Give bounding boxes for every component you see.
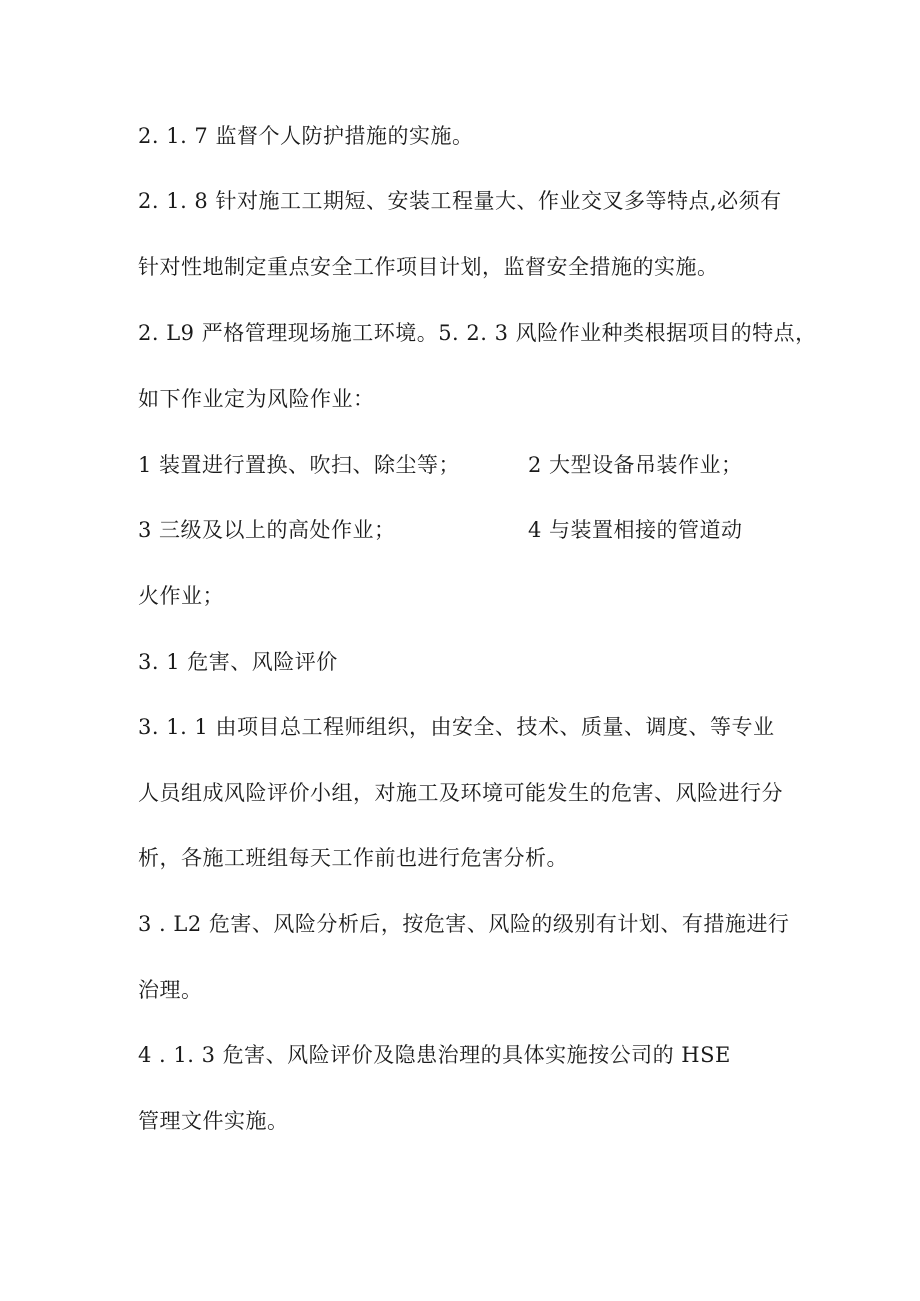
risk-item-4: 4 与装置相接的管道动 (528, 518, 743, 542)
clause-2-1-8: 2. 1. 8 针对施工工期短、安装工程量大、作业交叉多等特点,必须有 (138, 189, 782, 213)
clause-3-1-2-cont: 治理。 (138, 978, 203, 1002)
risk-item-3: 3 三级及以上的高处作业； (138, 518, 396, 542)
clause-3-1-1-cont: 人员组成风险评价小组，对施工及环境可能发生的危害、风险进行分 (138, 781, 783, 805)
clause-3-1-1: 3. 1. 1 由项目总工程师组织，由安全、技术、质量、调度、等专业 (138, 715, 775, 739)
clause-2-1-8-cont: 针对性地制定重点安全工作项目计划，监督安全措施的实施。 (138, 255, 719, 279)
section-3-1-heading: 3. 1 危害、风险评价 (138, 650, 338, 674)
clause-3-1-1-end: 析，各施工班组每天工作前也进行危害分析。 (138, 846, 568, 870)
clause-2-1-9: 2. L9 严格管理现场施工环境。5. 2. 3 风险作业种类根据项目的特点， (138, 321, 817, 345)
risk-item-4-cont: 火作业； (138, 584, 224, 608)
risk-intro: 如下作业定为风险作业： (138, 387, 375, 411)
clause-4-1-3: 4 . 1. 3 危害、风险评价及隐患治理的具体实施按公司的 HSE (138, 1043, 731, 1067)
risk-item-1: 1 装置进行置换、吹扫、除尘等； (138, 453, 461, 477)
risk-item-2: 2 大型设备吊装作业； (528, 453, 743, 477)
clause-3-1-2: 3 . L2 危害、风险分析后，按危害、风险的级别有计划、有措施进行 (138, 912, 790, 936)
clause-2-1-7: 2. 1. 7 监督个人防护措施的实施。 (138, 124, 474, 148)
clause-4-1-3-cont: 管理文件实施。 (138, 1109, 289, 1133)
